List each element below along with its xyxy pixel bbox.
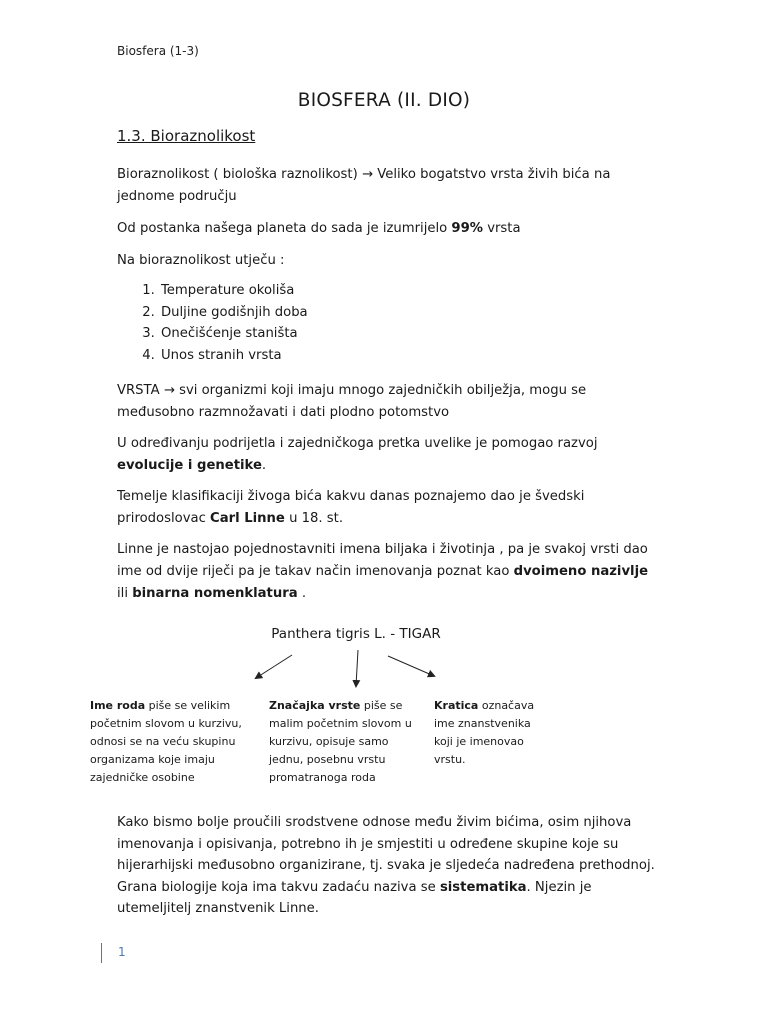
evolution-highlight: evolucije i genetike bbox=[117, 458, 262, 473]
linne-name: Carl Linne bbox=[210, 511, 285, 526]
genus-text: piše se velikim početnim slovom u kurzivu, odnosi se na veću skupinu organizama koje imaju zajedničke osobine bbox=[90, 699, 242, 784]
extinction-paragraph bbox=[117, 218, 657, 240]
systematics-term: sistematika bbox=[439, 879, 527, 895]
species-term: VRSTA bbox=[117, 383, 160, 398]
list-item: 1. Temperature okoliša bbox=[159, 280, 308, 302]
systematics-text: Kako bismo bolje proučili srodstvene odnose među živim bićima, osim njihova imenovanja i opisivanja, potrebno ih je smjestiti u određene skupine koje su hijerarhijski međusobno organizirane, tj. svaka je sljedeća nadređena prethodnoj. Grana biologije koja ima takvu zadaću naziva se bbox=[117, 815, 655, 895]
arrow-right-icon: → bbox=[163, 383, 175, 398]
section-heading: 1.3. Bioraznolikost bbox=[117, 127, 256, 145]
abbreviation-text: označava ime znanstvenika koji je imenovao vrstu. bbox=[434, 699, 535, 766]
extinction-text: Od postanka našega planeta do sada je izumrijelo bbox=[117, 221, 452, 236]
species-epithet-term: Značajka vrste bbox=[269, 699, 361, 712]
binomial-text-end: . bbox=[297, 586, 307, 601]
genus-note bbox=[90, 697, 250, 787]
binomial-highlight-2: binarna nomenklatura bbox=[132, 586, 298, 601]
binomial-paragraph bbox=[117, 539, 657, 605]
page-title: BIOSFERA (II. DIO) bbox=[297, 90, 471, 111]
species-example: Panthera tigris L. - TIGAR bbox=[271, 626, 441, 642]
definition-term: Bioraznolikost ( biološka raznolikost) bbox=[117, 167, 358, 182]
binomial-text-mid: ili bbox=[117, 586, 133, 601]
systematics-text-end: . Njezin je utemeljitelj znanstvenik Linne. bbox=[117, 879, 592, 916]
definition-text: Veliko bogatstvo vrsta živih bića na jednome području bbox=[117, 167, 611, 204]
list-item: 2. Duljine godišnjih doba bbox=[159, 302, 308, 324]
page-number: 1 bbox=[118, 945, 126, 959]
footer-divider bbox=[101, 943, 102, 963]
abbreviation-note bbox=[434, 697, 544, 769]
list-item: 4. Unos stranih vrsta bbox=[159, 345, 308, 367]
species-note bbox=[269, 697, 419, 787]
linne-text: Temelje klasifikaciji živoga bića kakvu danas poznajemo dao je švedski prirodoslovac bbox=[117, 489, 585, 526]
linne-paragraph bbox=[117, 486, 657, 530]
arrow-right-icon: → bbox=[361, 167, 374, 182]
genus-term: Ime roda bbox=[90, 699, 146, 712]
binomial-highlight-1: dvoimeno nazivlje bbox=[513, 564, 649, 579]
extinction-text-end: vrsta bbox=[483, 221, 521, 236]
arrow-to-abbreviation bbox=[388, 656, 434, 676]
running-header: Biosfera (1-3) bbox=[117, 44, 199, 58]
arrow-to-genus bbox=[256, 655, 292, 678]
abbreviation-term: Kratica bbox=[434, 699, 479, 712]
evolution-text: U određivanju podrijetla i zajedničkoga pretka uvelike je pomogao razvoj bbox=[117, 436, 598, 451]
evolution-text-end: . bbox=[261, 458, 267, 473]
factors-intro: Na bioraznolikost utječu : bbox=[117, 253, 285, 268]
extinction-percent: 99% bbox=[451, 221, 483, 236]
evolution-paragraph bbox=[117, 433, 657, 477]
linne-text-end: u 18. st. bbox=[284, 511, 344, 526]
list-item: 3. Onečišćenje staništa bbox=[159, 323, 308, 345]
species-epithet-text: piše se malim početnim slovom u kurzivu, opisuje samo jednu, posebnu vrstu promatranoga roda bbox=[269, 699, 412, 784]
systematics-paragraph bbox=[117, 812, 657, 920]
species-text: svi organizmi koji imaju mnogo zajedničkih obilježja, mogu se međusobno razmnožavati i dati plodno potomstvo bbox=[117, 383, 587, 420]
definition-paragraph bbox=[117, 164, 657, 208]
arrow-to-species bbox=[356, 650, 358, 686]
factors-list bbox=[117, 280, 308, 366]
binomial-text: Linne je nastojao pojednostavniti imena biljaka i životinja , pa je svakoj vrsti dao ime od dvije riječi pa je takav način imenovanja poznat kao bbox=[117, 542, 648, 579]
species-definition bbox=[117, 380, 657, 424]
